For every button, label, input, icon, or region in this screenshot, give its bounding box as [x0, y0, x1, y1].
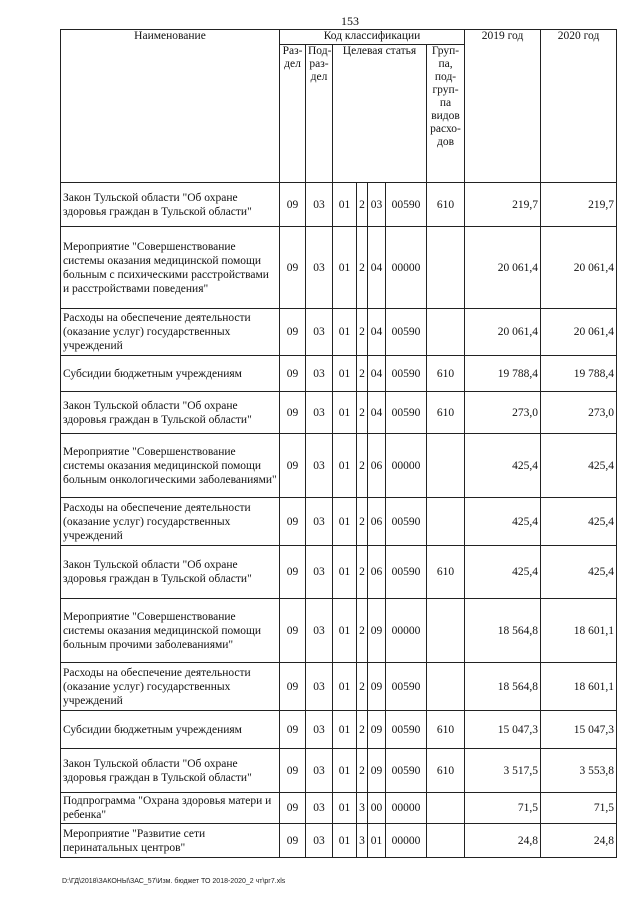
row-section: 09	[280, 227, 306, 309]
row-subprogram: 2	[357, 227, 368, 309]
table-row	[61, 663, 617, 711]
row-program: 01	[333, 227, 357, 309]
row-direction: 00590	[386, 309, 427, 356]
row-subsection: 03	[306, 434, 333, 498]
row-event: 09	[368, 599, 386, 663]
table-row	[61, 227, 617, 309]
row-subprogram: 3	[357, 824, 368, 858]
row-subprogram: 2	[357, 546, 368, 599]
table-body	[61, 183, 617, 858]
file-path-footer: D:\ГД\2018\ЗАКОНЫ\ЗАС_57\Изм. бюджет ТО 2018-2020_2 чт\рг7.xls	[62, 878, 286, 885]
row-program: 01	[333, 824, 357, 858]
row-event: 06	[368, 546, 386, 599]
row-name: Закон Тульской области "Об охране здоровья граждан в Тульской области"	[61, 392, 280, 434]
row-expense-type	[427, 227, 465, 309]
row-subsection: 03	[306, 309, 333, 356]
row-value-2019: 24,8	[465, 824, 541, 858]
row-event: 04	[368, 309, 386, 356]
page-number: 153	[341, 14, 359, 28]
row-value-2019: 425,4	[465, 546, 541, 599]
row-event: 04	[368, 356, 386, 392]
row-program: 01	[333, 711, 357, 749]
row-name: Закон Тульской области "Об охране здоровья граждан в Тульской области"	[61, 546, 280, 599]
row-expense-type	[427, 434, 465, 498]
row-subprogram: 2	[357, 663, 368, 711]
row-value-2019: 425,4	[465, 434, 541, 498]
row-value-2019: 18 564,8	[465, 599, 541, 663]
row-program: 01	[333, 309, 357, 356]
row-program: 01	[333, 356, 357, 392]
row-subprogram: 2	[357, 749, 368, 793]
row-direction: 00590	[386, 663, 427, 711]
row-direction: 00000	[386, 824, 427, 858]
header-year-2020: 2020 год	[541, 30, 617, 183]
row-event: 01	[368, 824, 386, 858]
row-name: Расходы на обеспечение деятельности (оказание услуг) государственных учреждений	[61, 498, 280, 546]
table-row	[61, 599, 617, 663]
row-section: 09	[280, 392, 306, 434]
row-name: Мероприятие "Совершенствование системы оказания медицинской помощи больным с психическими расстройствами и расстройствами поведения"	[61, 227, 280, 309]
row-program: 01	[333, 498, 357, 546]
table-row	[61, 356, 617, 392]
row-value-2019: 18 564,8	[465, 663, 541, 711]
row-value-2020: 24,8	[541, 824, 617, 858]
row-event: 04	[368, 227, 386, 309]
row-subprogram: 2	[357, 183, 368, 227]
row-direction: 00000	[386, 434, 427, 498]
row-section: 09	[280, 599, 306, 663]
row-event: 00	[368, 793, 386, 824]
row-section: 09	[280, 711, 306, 749]
row-expense-type	[427, 663, 465, 711]
row-subsection: 03	[306, 183, 333, 227]
row-name: Подпрограмма "Охрана здоровья матери и ребенка"	[61, 793, 280, 824]
row-value-2019: 425,4	[465, 498, 541, 546]
row-value-2020: 20 061,4	[541, 309, 617, 356]
header-expense-group: Груп-па, под-груп-па видов расхо-дов	[427, 45, 465, 183]
header-subsection: Под-раз-дел	[306, 45, 333, 183]
row-event: 03	[368, 183, 386, 227]
row-program: 01	[333, 546, 357, 599]
row-direction: 00590	[386, 392, 427, 434]
row-value-2019: 3 517,5	[465, 749, 541, 793]
row-name: Закон Тульской области "Об охране здоровья граждан в Тульской области"	[61, 183, 280, 227]
row-subprogram: 2	[357, 356, 368, 392]
row-subsection: 03	[306, 546, 333, 599]
row-expense-type	[427, 309, 465, 356]
row-value-2020: 425,4	[541, 434, 617, 498]
row-direction: 00000	[386, 227, 427, 309]
row-subsection: 03	[306, 824, 333, 858]
row-value-2019: 219,7	[465, 183, 541, 227]
row-expense-type	[427, 498, 465, 546]
row-value-2019: 19 788,4	[465, 356, 541, 392]
row-event: 06	[368, 498, 386, 546]
row-value-2020: 3 553,8	[541, 749, 617, 793]
row-section: 09	[280, 749, 306, 793]
row-subsection: 03	[306, 356, 333, 392]
row-expense-type: 610	[427, 183, 465, 227]
row-section: 09	[280, 824, 306, 858]
row-direction: 00590	[386, 546, 427, 599]
row-value-2020: 71,5	[541, 793, 617, 824]
row-subsection: 03	[306, 749, 333, 793]
row-section: 09	[280, 793, 306, 824]
row-direction: 00590	[386, 711, 427, 749]
row-subprogram: 2	[357, 498, 368, 546]
row-subsection: 03	[306, 793, 333, 824]
header-target-article: Целевая статья	[333, 45, 427, 183]
table-row	[61, 309, 617, 356]
row-direction: 00590	[386, 356, 427, 392]
row-subprogram: 2	[357, 392, 368, 434]
table-row	[61, 711, 617, 749]
row-subprogram: 2	[357, 599, 368, 663]
row-direction: 00590	[386, 498, 427, 546]
table-row	[61, 434, 617, 498]
table-row	[61, 749, 617, 793]
row-value-2020: 18 601,1	[541, 663, 617, 711]
row-value-2020: 19 788,4	[541, 356, 617, 392]
row-section: 09	[280, 309, 306, 356]
budget-table	[60, 29, 617, 858]
row-section: 09	[280, 546, 306, 599]
row-subsection: 03	[306, 663, 333, 711]
row-program: 01	[333, 183, 357, 227]
row-subsection: 03	[306, 711, 333, 749]
row-value-2020: 273,0	[541, 392, 617, 434]
row-expense-type: 610	[427, 392, 465, 434]
row-subprogram: 2	[357, 434, 368, 498]
row-value-2020: 15 047,3	[541, 711, 617, 749]
row-name: Мероприятие "Развитие сети перинатальных центров"	[61, 824, 280, 858]
row-subsection: 03	[306, 599, 333, 663]
row-value-2019: 20 061,4	[465, 309, 541, 356]
row-direction: 00590	[386, 749, 427, 793]
row-expense-type: 610	[427, 546, 465, 599]
row-subprogram: 3	[357, 793, 368, 824]
row-value-2019: 20 061,4	[465, 227, 541, 309]
row-event: 09	[368, 663, 386, 711]
row-program: 01	[333, 663, 357, 711]
row-subprogram: 2	[357, 711, 368, 749]
row-program: 01	[333, 599, 357, 663]
row-value-2020: 20 061,4	[541, 227, 617, 309]
row-name: Закон Тульской области "Об охране здоровья граждан в Тульской области"	[61, 749, 280, 793]
row-value-2020: 425,4	[541, 546, 617, 599]
row-direction: 00000	[386, 599, 427, 663]
row-program: 01	[333, 434, 357, 498]
row-value-2020: 219,7	[541, 183, 617, 227]
header-year-2019: 2019 год	[465, 30, 541, 183]
row-subsection: 03	[306, 392, 333, 434]
row-program: 01	[333, 392, 357, 434]
row-section: 09	[280, 356, 306, 392]
row-direction: 00000	[386, 793, 427, 824]
row-value-2019: 71,5	[465, 793, 541, 824]
row-name: Мероприятие "Совершенствование системы оказания медицинской помощи больным прочими заболеваниями"	[61, 599, 280, 663]
row-value-2019: 15 047,3	[465, 711, 541, 749]
header-name: Наименование	[61, 30, 280, 183]
row-program: 01	[333, 793, 357, 824]
row-expense-type	[427, 824, 465, 858]
row-section: 09	[280, 183, 306, 227]
row-name: Мероприятие "Совершенствование системы оказания медицинской помощи больным онкологическими заболеваниями"	[61, 434, 280, 498]
row-subsection: 03	[306, 498, 333, 546]
row-name: Субсидии бюджетным учреждениям	[61, 711, 280, 749]
table-row	[61, 824, 617, 858]
table-row	[61, 793, 617, 824]
row-event: 06	[368, 434, 386, 498]
row-value-2019: 273,0	[465, 392, 541, 434]
row-event: 09	[368, 749, 386, 793]
header-classification: Код классификации	[280, 30, 465, 45]
row-subprogram: 2	[357, 309, 368, 356]
table-row	[61, 498, 617, 546]
row-event: 04	[368, 392, 386, 434]
row-section: 09	[280, 498, 306, 546]
row-name: Субсидии бюджетным учреждениям	[61, 356, 280, 392]
table-row	[61, 546, 617, 599]
row-direction: 00590	[386, 183, 427, 227]
row-expense-type	[427, 599, 465, 663]
table-row	[61, 392, 617, 434]
row-section: 09	[280, 663, 306, 711]
row-expense-type: 610	[427, 711, 465, 749]
row-expense-type: 610	[427, 749, 465, 793]
table-row	[61, 183, 617, 227]
row-value-2020: 18 601,1	[541, 599, 617, 663]
row-value-2020: 425,4	[541, 498, 617, 546]
header-section: Раз-дел	[280, 45, 306, 183]
row-name: Расходы на обеспечение деятельности (оказание услуг) государственных учреждений	[61, 309, 280, 356]
row-name: Расходы на обеспечение деятельности (оказание услуг) государственных учреждений	[61, 663, 280, 711]
row-subsection: 03	[306, 227, 333, 309]
row-section: 09	[280, 434, 306, 498]
table-header	[61, 30, 617, 183]
row-event: 09	[368, 711, 386, 749]
row-program: 01	[333, 749, 357, 793]
row-expense-type	[427, 793, 465, 824]
row-expense-type: 610	[427, 356, 465, 392]
